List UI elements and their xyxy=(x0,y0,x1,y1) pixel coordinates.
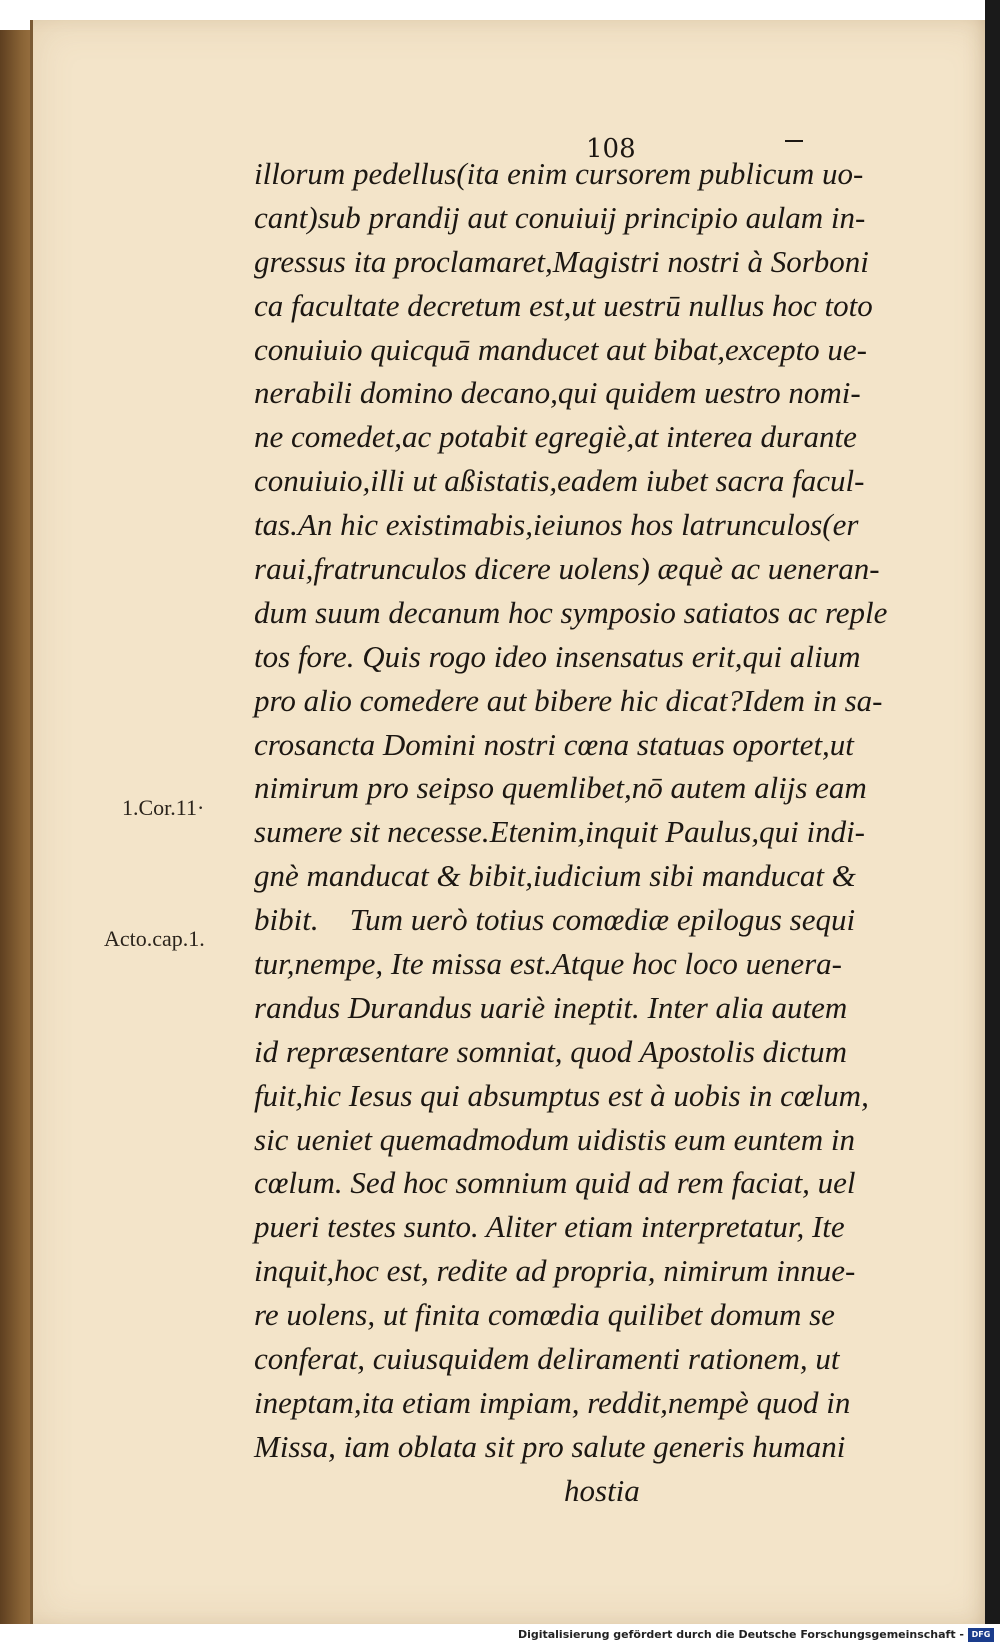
text-line: ineptam,ita etiam impiam, reddit,nempè quod in xyxy=(254,1384,851,1420)
text-line: conuiuio quicquā manducet aut bibat,excepto ue- xyxy=(254,331,867,367)
body-text xyxy=(254,152,924,1513)
text-line: id repræsentare somniat, quod Apostolis dictum xyxy=(254,1033,848,1069)
text-line: inquit,hoc est, redite ad propria, nimirum innue- xyxy=(254,1253,856,1289)
footer-credit: Digitalisierung gefördert durch die Deutsche Forschungsgemeinschaft - xyxy=(517,1628,964,1641)
header-dash xyxy=(785,140,803,142)
text-line: sic ueniet quemadmodum uidistis eum euntem in xyxy=(254,1121,855,1157)
dfg-logo-icon: DFG xyxy=(968,1628,994,1642)
text-line: nerabili domino decano,qui quidem uestro nomi- xyxy=(254,375,861,411)
text-line: tas.An hic existimabis,ieiunos hos latrunculos(er xyxy=(254,507,859,543)
text-line: gnè manducat & bibit,iudicium sibi manducat & xyxy=(254,858,856,894)
text-line: illorum pedellus(ita enim cursorem publicum uo- xyxy=(254,156,864,191)
text-line: tur,nempe, Ite missa est.Atque hoc loco uenera- xyxy=(254,946,843,982)
text-line: re uolens, ut finita comœdia quilibet domum se xyxy=(254,1297,835,1333)
text-line: cœlum. Sed hoc somnium quid ad rem faciat, uel xyxy=(254,1165,856,1201)
text-line: hostia xyxy=(254,1472,640,1508)
text-line: cant)sub prandij aut conuiuij principio aulam in- xyxy=(254,199,866,235)
text-line: dum suum decanum hoc symposio satiatos ac reple xyxy=(254,594,888,630)
marginal-note-cor: 1.Cor.11· xyxy=(122,795,205,820)
page-number: 108 xyxy=(586,134,636,164)
text-line: fuit,hic Iesus qui absumptus est à uobis in cœlum, xyxy=(254,1077,869,1113)
text-line: Missa, iam oblata sit pro salute generis humani xyxy=(254,1428,846,1464)
text-line: conuiuio,illi ut aßistatis,eadem iubet sacra facul- xyxy=(254,463,865,499)
text-line: gressus ita proclamaret,Magistri nostri à Sorboni xyxy=(254,243,869,279)
text-line: pro alio comedere aut bibere hic dicat?Idem in sa- xyxy=(254,682,883,718)
marginal-note-acts: Acto.cap.1. xyxy=(104,926,205,951)
text-line: ne comedet,ac potabit egregiè,at interea durante xyxy=(254,419,857,455)
text-line: raui,fratrunculos dicere uolens) æquè ac ueneran- xyxy=(254,551,880,587)
text-line: sumere sit necesse.Etenim,inquit Paulus,qui indi- xyxy=(254,814,866,850)
text-line: crosancta Domini nostri cœna statuas oportet,ut xyxy=(254,726,854,762)
page-edge xyxy=(985,0,1000,1624)
text-line: bibit. Tum uerò totius comœdiæ epilogus sequi xyxy=(254,902,856,938)
text-line: ca facultate decretum est,ut uestrū nullus hoc toto xyxy=(254,287,873,323)
footer-bar xyxy=(0,1624,1000,1646)
text-line: randus Durandus uariè ineptit. Inter alia autem xyxy=(254,989,848,1025)
text-line: conferat, cuiusquidem deliramenti rationem, ut xyxy=(254,1341,840,1377)
text-line: tos fore. Quis rogo ideo insensatus erit,qui alium xyxy=(254,638,861,674)
text-line: nimirum pro seipso quemlibet,nō autem alijs eam xyxy=(254,770,867,806)
text-line: pueri testes sunto. Aliter etiam interpretatur, Ite xyxy=(254,1209,845,1245)
